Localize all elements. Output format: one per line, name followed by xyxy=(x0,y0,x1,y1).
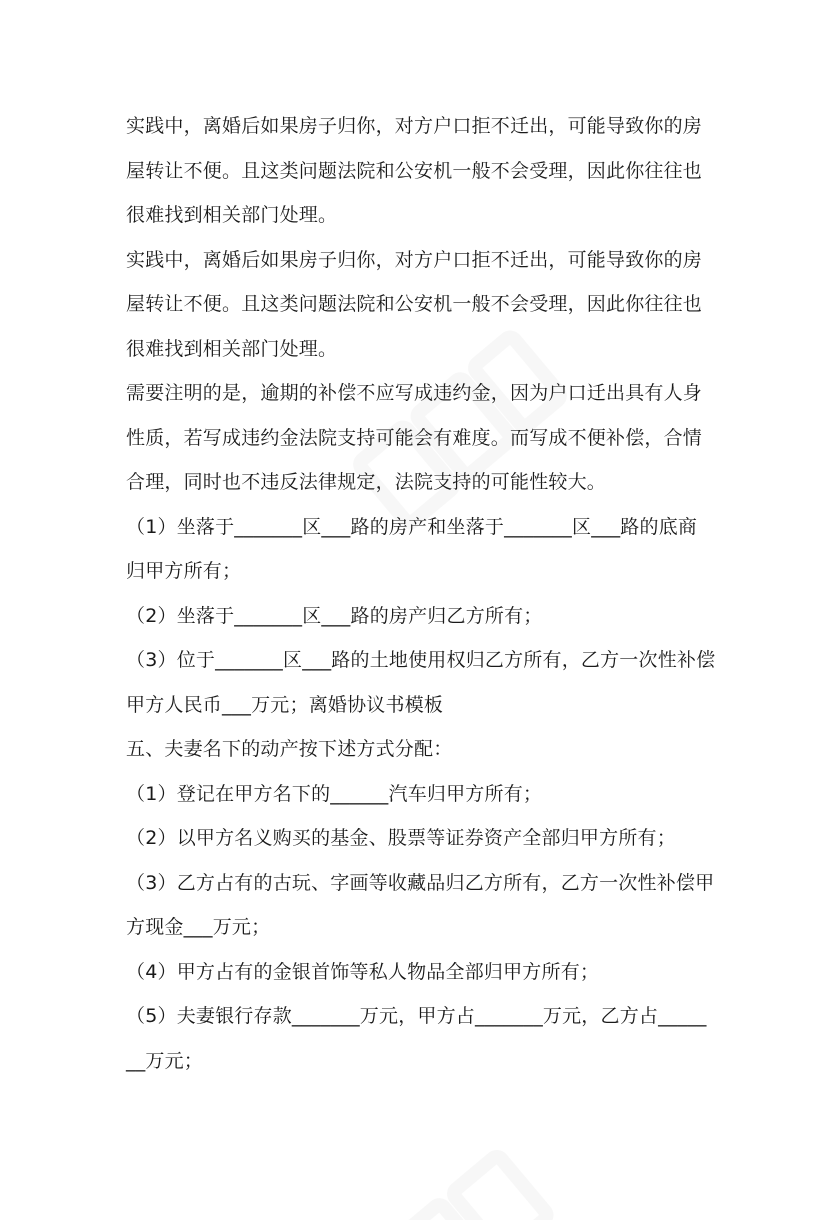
paragraph: 实践中，离婚后如果房子归你，对方户口拒不迁出，可能导致你的房屋转让不便。且这类问题法院和公安机一般不会受理，因此你往往也很难找到相关部门处理。 xyxy=(126,115,703,226)
list-item: （2）以甲方名义购买的基金、股票等证券资产全部归甲方所有； xyxy=(126,827,676,849)
list-item: （2）坐落于_______区___路的房产归乙方所有； xyxy=(126,604,543,627)
list-item: （5）夫妻银行存款_______万元，甲方占_______万元，乙方占_______万元； xyxy=(126,1005,707,1072)
paragraph: 实践中，离婚后如果房子归你，对方户口拒不迁出，可能导致你的房屋转让不便。且这类问题法院和公安机一般不会受理，因此你往往也很难找到相关部门处理。 xyxy=(126,248,703,360)
paragraph: 需要注明的是，逾期的补偿不应写成违约金，因为户口迁出具有人身性质，若写成违约金法院支持可能会有难度。而写成不便补偿，合情合理，同时也不违反法律规定，法院支持的可能性较大。 xyxy=(126,382,703,493)
list-item: （3）乙方占有的古玩、字画等收藏品归乙方所有，乙方一次性补偿甲方现金___万元； xyxy=(126,871,715,938)
section-heading: 五、夫妻名下的动产按下述方式分配： xyxy=(126,738,453,760)
list-item: （1）登记在甲方名下的______汽车归甲方所有； xyxy=(126,782,543,805)
document-body xyxy=(126,104,716,1083)
list-item: （4）甲方占有的金银首饰等私人物品全部归甲方所有； xyxy=(126,960,600,983)
list-item: （3）位于_______区___路的土地使用权归乙方所有，乙方一次性补偿甲方人民币___万元；离婚协议书模板 xyxy=(126,649,716,716)
watermark-icon xyxy=(360,1080,620,1220)
list-item: （1）坐落于_______区___路的房产和坐落于_______区___路的底商归甲方所有； xyxy=(126,515,698,582)
